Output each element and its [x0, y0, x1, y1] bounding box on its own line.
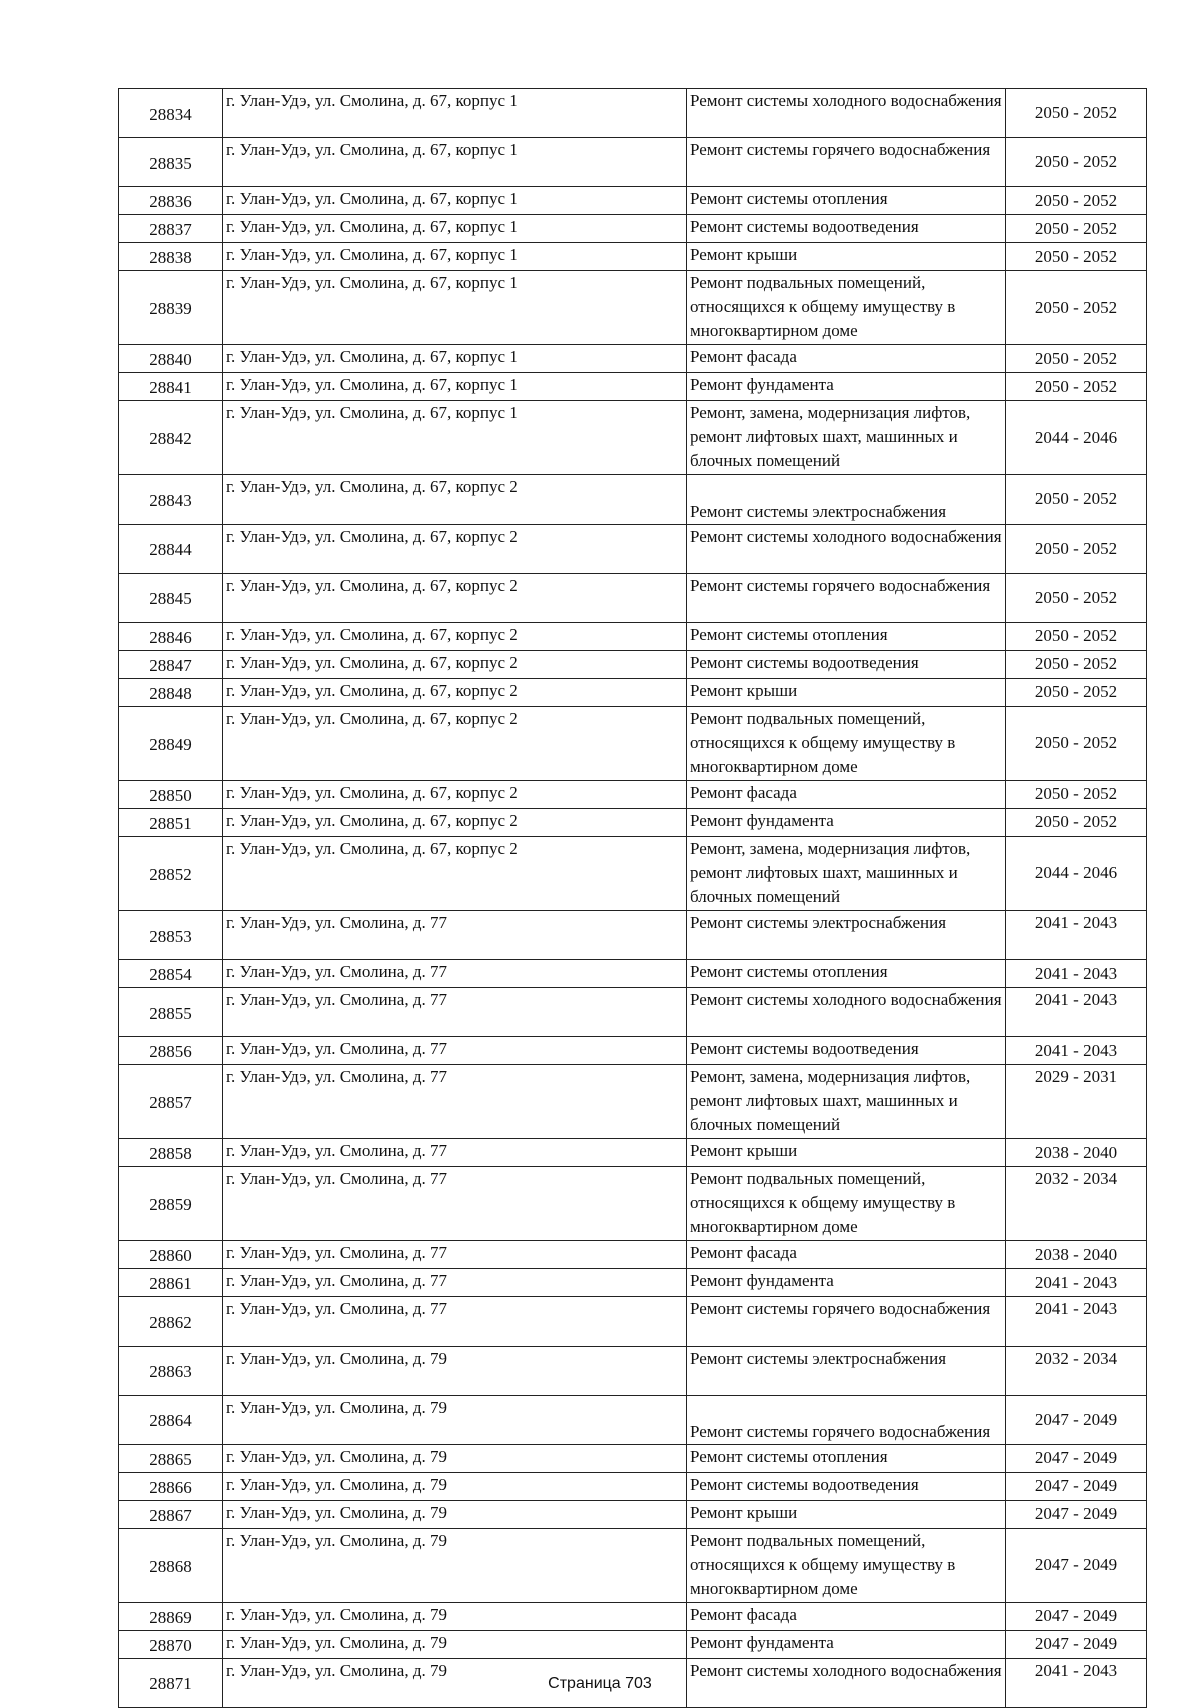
row-work-type: Ремонт системы горячего водоснабжения [687, 138, 1006, 187]
page-number: Страница 703 [548, 1675, 652, 1692]
row-number: 28854 [119, 960, 223, 988]
row-work-type: Ремонт фасада [687, 345, 1006, 373]
row-work-type: Ремонт системы холодного водоснабжения [687, 988, 1006, 1037]
table-row [119, 401, 1147, 475]
row-period: 2041 - 2043 [1006, 1658, 1147, 1707]
row-work-type: Ремонт крыши [687, 1139, 1006, 1167]
row-period: 2047 - 2049 [1006, 1472, 1147, 1500]
row-number: 28858 [119, 1139, 223, 1167]
table-row [119, 475, 1147, 524]
row-work-type: Ремонт системы горячего водоснабжения [687, 1297, 1006, 1346]
table-row [119, 1500, 1147, 1528]
row-number: 28862 [119, 1297, 223, 1346]
row-address: г. Улан-Удэ, ул. Смолина, д. 67, корпус 2 [223, 678, 687, 706]
row-work-type: Ремонт системы отопления [687, 960, 1006, 988]
row-work-type: Ремонт крыши [687, 243, 1006, 271]
row-address: г. Улан-Удэ, ул. Смолина, д. 77 [223, 1167, 687, 1241]
row-address: г. Улан-Удэ, ул. Смолина, д. 67, корпус 2 [223, 836, 687, 910]
table-row [119, 808, 1147, 836]
row-address: г. Улан-Удэ, ул. Смолина, д. 67, корпус 1 [223, 138, 687, 187]
row-address: г. Улан-Удэ, ул. Смолина, д. 67, корпус 2 [223, 706, 687, 780]
row-work-type: Ремонт, замена, модернизация лифтов, ремонт лифтовых шахт, машинных и блочных помещений [687, 401, 1006, 475]
row-period: 2050 - 2052 [1006, 780, 1147, 808]
row-period: 2047 - 2049 [1006, 1500, 1147, 1528]
table-row [119, 1065, 1147, 1139]
row-address: г. Улан-Удэ, ул. Смолина, д. 67, корпус 2 [223, 573, 687, 622]
row-work-type: Ремонт подвальных помещений, относящихся к общему имуществу в многоквартирном доме [687, 1528, 1006, 1602]
row-period: 2041 - 2043 [1006, 1297, 1147, 1346]
row-period: 2050 - 2052 [1006, 373, 1147, 401]
row-period: 2050 - 2052 [1006, 808, 1147, 836]
row-period: 2050 - 2052 [1006, 573, 1147, 622]
row-period: 2044 - 2046 [1006, 836, 1147, 910]
row-work-type: Ремонт системы отопления [687, 1444, 1006, 1472]
row-address: г. Улан-Удэ, ул. Смолина, д. 67, корпус 1 [223, 215, 687, 243]
table-row [119, 1139, 1147, 1167]
row-number: 28863 [119, 1346, 223, 1395]
row-number: 28861 [119, 1269, 223, 1297]
row-period: 2050 - 2052 [1006, 187, 1147, 215]
row-period: 2050 - 2052 [1006, 138, 1147, 187]
table-row [119, 1037, 1147, 1065]
row-number: 28845 [119, 573, 223, 622]
row-address: г. Улан-Удэ, ул. Смолина, д. 79 [223, 1444, 687, 1472]
row-address: г. Улан-Удэ, ул. Смолина, д. 77 [223, 960, 687, 988]
row-number: 28868 [119, 1528, 223, 1602]
row-work-type: Ремонт подвальных помещений, относящихся к общему имуществу в многоквартирном доме [687, 1167, 1006, 1241]
row-address: г. Улан-Удэ, ул. Смолина, д. 77 [223, 988, 687, 1037]
row-number: 28848 [119, 678, 223, 706]
row-work-type: Ремонт фундамента [687, 373, 1006, 401]
row-work-type: Ремонт системы электроснабжения [687, 910, 1006, 959]
row-work-type: Ремонт фундамента [687, 1269, 1006, 1297]
row-address: г. Улан-Удэ, ул. Смолина, д. 67, корпус 1 [223, 89, 687, 138]
works-table-body [119, 89, 1147, 1708]
row-work-type: Ремонт системы электроснабжения [687, 1346, 1006, 1395]
row-number: 28856 [119, 1037, 223, 1065]
row-period: 2050 - 2052 [1006, 678, 1147, 706]
row-period: 2050 - 2052 [1006, 475, 1147, 524]
row-number: 28857 [119, 1065, 223, 1139]
row-address: г. Улан-Удэ, ул. Смолина, д. 77 [223, 1269, 687, 1297]
table-row [119, 960, 1147, 988]
row-number: 28847 [119, 650, 223, 678]
table-row [119, 243, 1147, 271]
row-number: 28850 [119, 780, 223, 808]
row-work-type: Ремонт фундамента [687, 808, 1006, 836]
table-row [119, 780, 1147, 808]
table-row [119, 1528, 1147, 1602]
row-work-type: Ремонт подвальных помещений, относящихся к общему имуществу в многоквартирном доме [687, 706, 1006, 780]
table-row [119, 1241, 1147, 1269]
table-row [119, 910, 1147, 959]
works-table [118, 88, 1147, 1708]
row-number: 28849 [119, 706, 223, 780]
row-work-type: Ремонт системы отопления [687, 622, 1006, 650]
row-number: 28840 [119, 345, 223, 373]
row-address: г. Улан-Удэ, ул. Смолина, д. 67, корпус 2 [223, 622, 687, 650]
row-period: 2047 - 2049 [1006, 1602, 1147, 1630]
row-number: 28843 [119, 475, 223, 524]
row-number: 28838 [119, 243, 223, 271]
row-period: 2050 - 2052 [1006, 650, 1147, 678]
row-number: 28839 [119, 271, 223, 345]
table-row [119, 622, 1147, 650]
row-address: г. Улан-Удэ, ул. Смолина, д. 77 [223, 1297, 687, 1346]
row-period: 2041 - 2043 [1006, 910, 1147, 959]
row-work-type: Ремонт системы холодного водоснабжения [687, 89, 1006, 138]
row-address: г. Улан-Удэ, ул. Смолина, д. 79 [223, 1528, 687, 1602]
row-period: 2047 - 2049 [1006, 1528, 1147, 1602]
table-row [119, 1630, 1147, 1658]
row-address: г. Улан-Удэ, ул. Смолина, д. 67, корпус 1 [223, 345, 687, 373]
row-number: 28855 [119, 988, 223, 1037]
table-row [119, 573, 1147, 622]
row-period: 2029 - 2031 [1006, 1065, 1147, 1139]
row-period: 2041 - 2043 [1006, 988, 1147, 1037]
row-work-type: Ремонт системы горячего водоснабжения [687, 1395, 1006, 1444]
row-number: 28836 [119, 187, 223, 215]
row-address: г. Улан-Удэ, ул. Смолина, д. 67, корпус 1 [223, 187, 687, 215]
row-period: 2047 - 2049 [1006, 1444, 1147, 1472]
row-period: 2038 - 2040 [1006, 1139, 1147, 1167]
row-address: г. Улан-Удэ, ул. Смолина, д. 67, корпус 1 [223, 271, 687, 345]
row-number: 28835 [119, 138, 223, 187]
row-number: 28867 [119, 1500, 223, 1528]
table-row [119, 1297, 1147, 1346]
row-address: г. Улан-Удэ, ул. Смолина, д. 67, корпус 2 [223, 780, 687, 808]
table-row [119, 1444, 1147, 1472]
row-period: 2047 - 2049 [1006, 1630, 1147, 1658]
row-work-type: Ремонт системы водоотведения [687, 1037, 1006, 1065]
row-period: 2050 - 2052 [1006, 89, 1147, 138]
row-address: г. Улан-Удэ, ул. Смолина, д. 79 [223, 1395, 687, 1444]
table-row [119, 89, 1147, 138]
row-period: 2047 - 2049 [1006, 1395, 1147, 1444]
row-work-type: Ремонт системы горячего водоснабжения [687, 573, 1006, 622]
row-period: 2038 - 2040 [1006, 1241, 1147, 1269]
row-number: 28866 [119, 1472, 223, 1500]
table-row [119, 271, 1147, 345]
row-work-type: Ремонт, замена, модернизация лифтов, ремонт лифтовых шахт, машинных и блочных помещений [687, 1065, 1006, 1139]
row-work-type: Ремонт системы водоотведения [687, 1472, 1006, 1500]
row-address: г. Улан-Удэ, ул. Смолина, д. 67, корпус 1 [223, 401, 687, 475]
row-address: г. Улан-Удэ, ул. Смолина, д. 67, корпус 2 [223, 808, 687, 836]
row-work-type: Ремонт системы холодного водоснабжения [687, 524, 1006, 573]
row-number: 28842 [119, 401, 223, 475]
row-number: 28859 [119, 1167, 223, 1241]
table-row [119, 187, 1147, 215]
row-work-type: Ремонт фасада [687, 780, 1006, 808]
row-address: г. Улан-Удэ, ул. Смолина, д. 79 [223, 1500, 687, 1528]
table-row [119, 215, 1147, 243]
row-address: г. Улан-Удэ, ул. Смолина, д. 67, корпус 2 [223, 524, 687, 573]
row-number: 28837 [119, 215, 223, 243]
table-row [119, 1602, 1147, 1630]
row-address: г. Улан-Удэ, ул. Смолина, д. 77 [223, 1037, 687, 1065]
row-work-type: Ремонт крыши [687, 678, 1006, 706]
row-address: г. Улан-Удэ, ул. Смолина, д. 77 [223, 1241, 687, 1269]
table-row [119, 345, 1147, 373]
row-period: 2044 - 2046 [1006, 401, 1147, 475]
table-row [119, 138, 1147, 187]
row-address: г. Улан-Удэ, ул. Смолина, д. 67, корпус 1 [223, 243, 687, 271]
table-row [119, 524, 1147, 573]
table-row [119, 678, 1147, 706]
row-period: 2032 - 2034 [1006, 1167, 1147, 1241]
row-work-type: Ремонт системы холодного водоснабжения [687, 1658, 1006, 1707]
row-work-type: Ремонт, замена, модернизация лифтов, ремонт лифтовых шахт, машинных и блочных помещений [687, 836, 1006, 910]
row-number: 28865 [119, 1444, 223, 1472]
table-row [119, 836, 1147, 910]
row-number: 28853 [119, 910, 223, 959]
row-address: г. Улан-Удэ, ул. Смолина, д. 79 [223, 1472, 687, 1500]
row-address: г. Улан-Удэ, ул. Смолина, д. 77 [223, 1139, 687, 1167]
row-number: 28870 [119, 1630, 223, 1658]
table-row [119, 650, 1147, 678]
row-period: 2050 - 2052 [1006, 271, 1147, 345]
row-number: 28869 [119, 1602, 223, 1630]
row-number: 28852 [119, 836, 223, 910]
row-period: 2041 - 2043 [1006, 960, 1147, 988]
row-number: 28860 [119, 1241, 223, 1269]
row-work-type: Ремонт фундамента [687, 1630, 1006, 1658]
row-address: г. Улан-Удэ, ул. Смолина, д. 79 [223, 1346, 687, 1395]
table-row [119, 1269, 1147, 1297]
row-number: 28851 [119, 808, 223, 836]
row-period: 2032 - 2034 [1006, 1346, 1147, 1395]
row-number: 28864 [119, 1395, 223, 1444]
row-address: г. Улан-Удэ, ул. Смолина, д. 67, корпус 2 [223, 650, 687, 678]
row-period: 2050 - 2052 [1006, 215, 1147, 243]
row-number: 28846 [119, 622, 223, 650]
table-row [119, 1395, 1147, 1444]
row-period: 2050 - 2052 [1006, 524, 1147, 573]
row-address: г. Улан-Удэ, ул. Смолина, д. 77 [223, 910, 687, 959]
row-period: 2041 - 2043 [1006, 1037, 1147, 1065]
row-number: 28841 [119, 373, 223, 401]
row-number: 28834 [119, 89, 223, 138]
table-row [119, 1167, 1147, 1241]
row-number: 28844 [119, 524, 223, 573]
row-period: 2050 - 2052 [1006, 622, 1147, 650]
row-address: г. Улан-Удэ, ул. Смолина, д. 79 [223, 1658, 687, 1707]
row-work-type: Ремонт фасада [687, 1241, 1006, 1269]
row-address: г. Улан-Удэ, ул. Смолина, д. 67, корпус 2 [223, 475, 687, 524]
row-work-type: Ремонт системы электроснабжения [687, 475, 1006, 524]
row-period: 2050 - 2052 [1006, 706, 1147, 780]
table-row [119, 1346, 1147, 1395]
row-work-type: Ремонт системы водоотведения [687, 215, 1006, 243]
row-work-type: Ремонт системы отопления [687, 187, 1006, 215]
row-period: 2050 - 2052 [1006, 345, 1147, 373]
row-number: 28871 [119, 1658, 223, 1707]
row-work-type: Ремонт крыши [687, 1500, 1006, 1528]
row-address: г. Улан-Удэ, ул. Смолина, д. 67, корпус 1 [223, 373, 687, 401]
row-work-type: Ремонт фасада [687, 1602, 1006, 1630]
row-address: г. Улан-Удэ, ул. Смолина, д. 79 [223, 1630, 687, 1658]
row-period: 2050 - 2052 [1006, 243, 1147, 271]
table-row [119, 1472, 1147, 1500]
row-period: 2041 - 2043 [1006, 1269, 1147, 1297]
row-work-type: Ремонт подвальных помещений, относящихся к общему имуществу в многоквартирном доме [687, 271, 1006, 345]
table-row [119, 373, 1147, 401]
row-address: г. Улан-Удэ, ул. Смолина, д. 79 [223, 1602, 687, 1630]
row-address: г. Улан-Удэ, ул. Смолина, д. 77 [223, 1065, 687, 1139]
table-row [119, 706, 1147, 780]
table-row [119, 988, 1147, 1037]
row-work-type: Ремонт системы водоотведения [687, 650, 1006, 678]
